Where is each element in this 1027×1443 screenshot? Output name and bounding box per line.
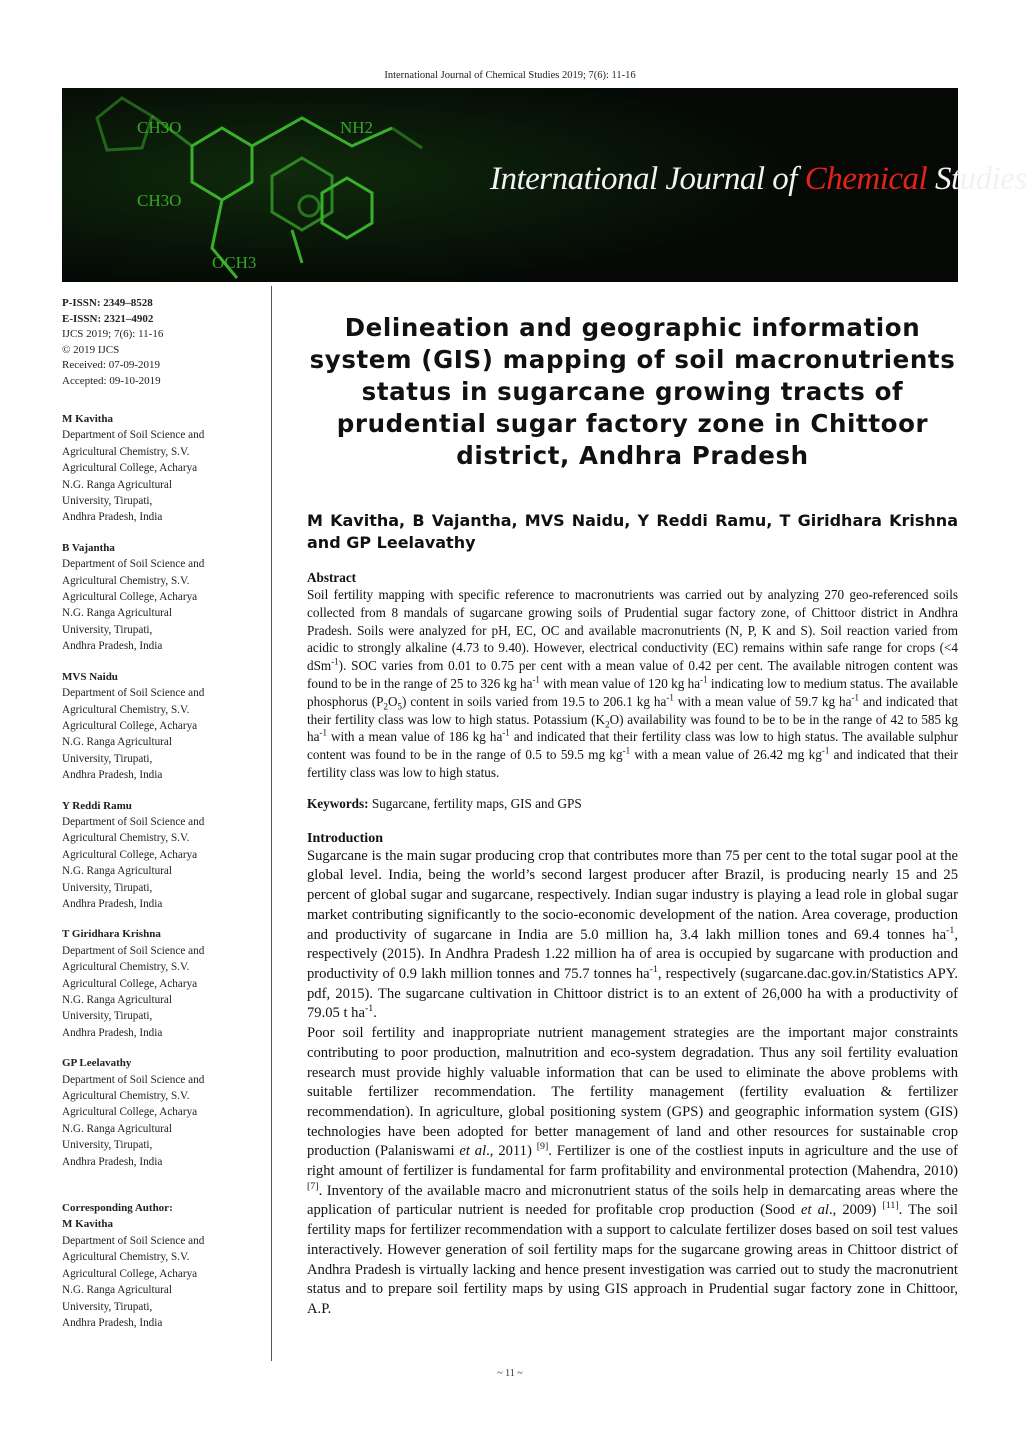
author-name: MVS Naidu: [62, 670, 118, 683]
affiliation-line: Agricultural Chemistry, S.V.: [62, 832, 190, 845]
affiliation-line: Department of Soil Science and: [62, 558, 205, 571]
affiliation-line: Andhra Pradesh, India: [62, 897, 163, 910]
affiliation-line: Department of Soil Science and: [62, 687, 205, 700]
main-column: [307, 312, 958, 1320]
keywords-text: Sugarcane, fertility maps, GIS and GPS: [368, 795, 582, 811]
affiliation-line: Department of Soil Science and: [62, 944, 205, 957]
affiliation-line: Agricultural Chemistry, S.V.: [62, 445, 190, 458]
affiliation-line: University, Tirupati,: [62, 1139, 153, 1152]
abstract-text: Soil fertility mapping with specific reference to macronutrients was carried out by analyzing 270 geo-referenced soils collected from 8 mandals of sugarcane growing soils of Prudential sugar factory zone, of Chittoor district in Andhra Pradesh. Soils were analyzed for pH, EC, OC and available macronutrients (N, P, K and S). Soil reaction varied from acidic to strongly alkaline (4.73 to 9.40). However, electrical conductivity (EC) remains within safe range for crops (<4 dSm$^{-1}$). SOC varies from 0.01 to 0.75 per cent with a mean value of 0.42 per cent. The available nitrogen content was found to be in the range of 25 to 326 kg $ha^{-1}$ with mean value of 120 kg $ha^{-1}$ indicating low to medium status. The available phosphorus $(P_2O_5)$ content in soils varied from 19.5 to 206.1 kg $ha^{-1}$ with a mean value of 59.7 kg $ha^{-1}$ and indicated that their fertility class was low to high status. Potassium $(K_2O)$ availability was found to be to be in the range of 42 to 585 kg $ha^{-1}$ with a mean value of 186 kg $ha^{-1}$ and indicated that their fertility class was low to high status. The available sulphur content was found to be in the range of 0.5 to 59.5 mg $kg^{-1}$ with a mean value of 26.42 mg $kg^{-1}$ and indicated that their fertility class was low to high status.: [307, 587, 958, 780]
citation: IJCS 2019; 7(6): 11-16: [62, 328, 164, 340]
affiliation-line: N.G. Ranga Agricultural: [62, 1122, 172, 1135]
chem-label-3: CH3O: [137, 191, 182, 210]
abstract-heading: Abstract: [307, 570, 357, 585]
affiliation-line: Agricultural College, Acharya: [62, 1106, 198, 1119]
introduction-paragraph-2: Poor soil fertility and inappropriate nutrient management strategies are the important major constraints contributing to poor production, malnutrition and eco-system degradation. Thus any soil fertility evaluation research must provide highly valuable information that can be used to eliminate the above problems with suitable fertilizer recommendation. The fertility management (fertility evaluation & fertilizer recommendation). In agriculture, global positioning system (GPS) and geographic information system (GIS) technologies have been adopted for better management of land and other resources for sustainable crop production (Palaniswami et al., 2011) [9]. Fertilizer is one of the costliest inputs in agriculture and the use of right amount of fertilizer is fundamental for farm profitability and environmental protection (Mahendra, 2010) [7]. Inventory of the available macro and micronutrient status of the soils help in demarcating areas where the application of particular nutrient is needed for profitable crop production (Sood et al., 2009) [11]. The soil fertility maps for fertilizer recommendation with a support to calculate fertilizer doses based on soil test values interactively. However generation of soil fertility maps for the sugarcane growing areas in Chittoor district of Andhra Pradesh is virtually lacking and hence present investigation was carried out to study the macronutrient status and to prepare soil fertility maps by using GIS approach in Prudential sugar factory zone in Chittoor, A.P.: [307, 1025, 958, 1317]
affiliation-line: Agricultural Chemistry, S.V.: [62, 574, 190, 587]
citation-ref[interactable]: [9]: [536, 1141, 549, 1153]
journal-name-suffix: Studies: [927, 161, 1027, 197]
affiliation-line: N.G. Ranga Agricultural: [62, 736, 172, 749]
affiliation-line: N.G. Ranga Agricultural: [62, 607, 172, 620]
affiliation-line: University, Tirupati,: [62, 1010, 153, 1023]
affiliation-line: Agricultural College, Acharya: [62, 977, 198, 990]
affiliation-line: University, Tirupati,: [62, 1300, 153, 1313]
affiliation-line: Andhra Pradesh, India: [62, 769, 163, 782]
chem-label-1: CH3O: [137, 118, 182, 137]
sidebar: [62, 296, 267, 1331]
author-affiliation: [62, 540, 267, 655]
author-name: GP Leelavathy: [62, 1057, 132, 1070]
affiliation-line: Department of Soil Science and: [62, 1234, 205, 1247]
journal-name: [490, 161, 1027, 198]
corresponding-author-name: M Kavitha: [62, 1218, 114, 1231]
eissn: E-ISSN: 2321–4902: [62, 312, 154, 325]
author-name: T Giridhara Krishna: [62, 928, 161, 941]
received-date: Received: 07-09-2019: [62, 359, 161, 371]
affiliation-line: Agricultural College, Acharya: [62, 1267, 198, 1280]
citation-ref[interactable]: [11]: [882, 1200, 899, 1212]
affiliation-line: Andhra Pradesh, India: [62, 1026, 163, 1039]
affiliation-line: Agricultural Chemistry, S.V.: [62, 1251, 190, 1264]
author-name: M Kavitha: [62, 413, 114, 425]
author-name: Y Reddi Ramu: [62, 799, 132, 812]
affiliation-line: Agricultural College, Acharya: [62, 848, 198, 861]
affiliation-line: Agricultural College, Acharya: [62, 462, 198, 475]
author-affiliation: [62, 1055, 267, 1170]
author-affiliation: [62, 669, 267, 784]
affiliation-line: Department of Soil Science and: [62, 815, 205, 828]
affiliation-line: Andhra Pradesh, India: [62, 1155, 163, 1168]
affiliation-line: Agricultural Chemistry, S.V.: [62, 961, 190, 974]
journal-banner: [62, 88, 1027, 282]
keywords-label: Keywords:: [307, 795, 369, 811]
author-affiliation: [62, 926, 267, 1041]
chem-label-2: NH2: [340, 118, 374, 137]
pissn: P-ISSN: 2349–8528: [62, 297, 153, 309]
affiliation-line: University, Tirupati,: [62, 623, 153, 636]
affiliation-line: Agricultural College, Acharya: [62, 591, 198, 604]
affiliation-line: Department of Soil Science and: [62, 1073, 205, 1086]
keywords: [307, 795, 958, 812]
affiliation-line: Agricultural College, Acharya: [62, 719, 198, 732]
affiliation-line: Agricultural Chemistry, S.V.: [62, 703, 190, 716]
paper-title: Delineation and geographic information system (GIS) mapping of soil macronutrients status in sugarcane growing tracts of prudential sugar factory zone in Chittoor district, Andhra Pradesh: [309, 313, 956, 470]
accepted-date: Accepted: 09-10-2019: [62, 374, 161, 387]
affiliation-line: N.G. Ranga Agricultural: [62, 865, 172, 878]
author-list: M Kavitha, B Vajantha, MVS Naidu, Y Reddi Ramu, T Giridhara Krishna and GP Leelavathy: [307, 511, 958, 552]
affiliation-line: N.G. Ranga Agricultural: [62, 478, 172, 491]
author-affiliation: [62, 411, 267, 526]
affiliation-line: Andhra Pradesh, India: [62, 1316, 163, 1329]
chem-label-4: OCH3: [212, 253, 257, 272]
affiliation-line: Andhra Pradesh, India: [62, 511, 163, 524]
journal-name-accent: Chemical: [804, 161, 928, 197]
affiliation-line: N.G. Ranga Agricultural: [62, 994, 172, 1006]
affiliation-line: N.G. Ranga Agricultural: [62, 1284, 172, 1297]
running-head: International Journal of Chemical Studies 2019; 7(6): 11-16: [384, 70, 636, 81]
affiliation-line: University, Tirupati,: [62, 881, 153, 894]
affiliation-line: University, Tirupati,: [62, 752, 153, 765]
affiliation-line: University, Tirupati,: [62, 495, 153, 508]
journal-name-prefix: International Journal of: [490, 161, 805, 197]
copyright: © 2019 IJCS: [62, 343, 120, 356]
introduction-paragraph-1: Sugarcane is the main sugar producing crop that contributes more than 75 per cent to the total sugar pool at the global level. India, being the world’s second largest producer after Brazil, is producing nearly 15 and 25 percent of global sugar and sugarcane, respectively. Indian sugar industry is playing a lead role in global sugar market contributing significantly to the socio-economic development of the nation. Area coverage, production and productivity of sugarcane in India are 5.0 million ha, 3.4 lakh million tones and 69.4 tonnes $ha^{-1}$, respectively (2015). In Andhra Pradesh 1.22 million ha of area is occupied by sugarcane with production and productivity of 0.9 lakh million tonnes and 75.7 tonnes $ha^{-1}$, respectively (sugarcane.dac.gov.in/Statistics APY. pdf, 2015). The sugarcane cultivation in Chittoor district is to an extent of 26,000 ha with a productivity of 79.05 t $ha^{-1}$.: [307, 847, 959, 1022]
column-divider: [271, 286, 272, 1361]
affiliation-line: Andhra Pradesh, India: [62, 640, 163, 653]
affiliation-line: Agricultural Chemistry, S.V.: [62, 1090, 190, 1103]
citation-ref[interactable]: [7]: [307, 1180, 319, 1192]
corresponding-author-label: Corresponding Author:: [62, 1202, 173, 1215]
author-affiliation: [62, 798, 267, 913]
author-name: B Vajantha: [62, 541, 115, 554]
page-number: ~ 11 ~: [497, 1368, 523, 1379]
introduction-heading: Introduction: [307, 830, 383, 846]
affiliation-line: Department of Soil Science and: [62, 429, 205, 442]
